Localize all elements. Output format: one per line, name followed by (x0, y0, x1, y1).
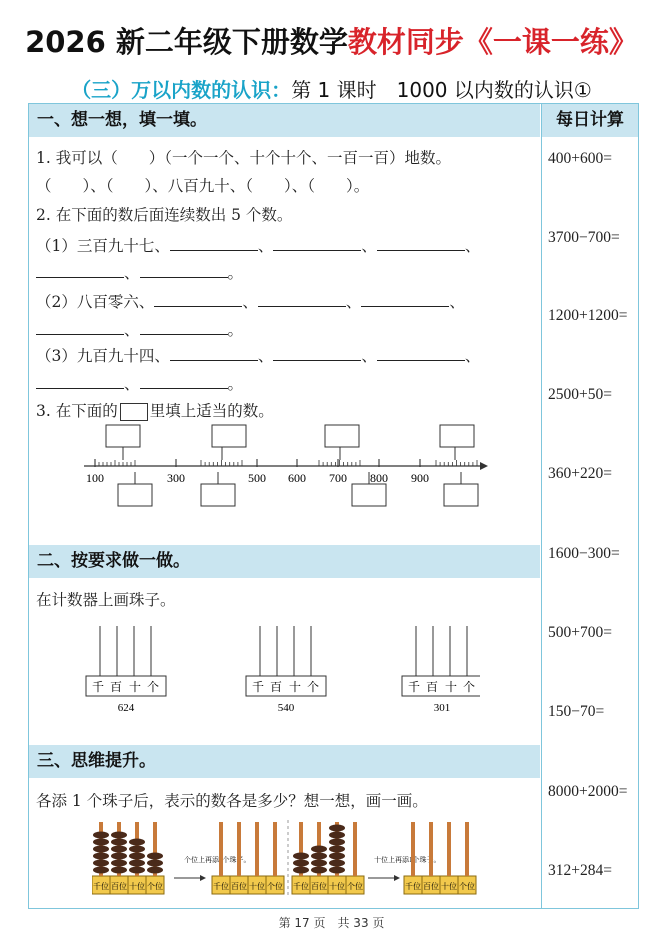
tick-label: 100 (86, 471, 104, 485)
abacus-number: 624 (117, 702, 135, 714)
answer-box[interactable] (118, 484, 152, 506)
title-highlight: 教材同步《一课一练》 (347, 25, 638, 59)
place-label: 十位 (249, 882, 265, 891)
answer-blank[interactable] (377, 346, 465, 361)
abacus-2[interactable] (246, 626, 326, 714)
tick-label: 800 (370, 471, 388, 485)
place-label: 百 (425, 680, 439, 694)
section-2-header: 二、按要求做一做。 (29, 545, 540, 578)
place-label: 十 (288, 680, 302, 694)
q3-pre: 3. 在下面的 (36, 402, 118, 420)
place-label: 百位 (311, 882, 327, 891)
daily-calc-item: 150−70= (548, 703, 605, 720)
answer-blank[interactable] (36, 320, 124, 335)
place-label: 百位 (231, 882, 247, 891)
q2-item-3-cont: 、 。 (36, 372, 243, 394)
q2-item-3-label: （3）九百九十四、 (36, 347, 170, 365)
lesson-subtitle (0, 74, 663, 103)
unit-label: （三）万以内数的认识： (71, 78, 292, 102)
tick-label: 700 (329, 471, 347, 485)
abacus-3[interactable] (402, 626, 480, 714)
title-main: 2026 新二年级下册数学 (25, 25, 348, 59)
answer-box-sample (120, 403, 148, 421)
answer-blank[interactable] (170, 346, 258, 361)
place-label: 千位 (405, 882, 421, 891)
answer-blank[interactable] (377, 236, 465, 251)
place-label: 千 (251, 680, 265, 694)
answer-blank[interactable] (273, 346, 361, 361)
place-label: 十 (444, 680, 458, 694)
place-label: 千位 (93, 882, 109, 891)
column-divider (541, 103, 542, 909)
section-2-instruction: 在计数器上画珠子。 (36, 591, 176, 609)
tick-label: 600 (288, 471, 306, 485)
q2-item-1: （1）三百九十七、 、 、 、 (36, 237, 481, 255)
section-3-header: 三、思维提升。 (29, 745, 540, 778)
q2-item-2-label: （2）八百零六、 (36, 293, 155, 311)
place-label: 百位 (111, 882, 127, 891)
place-label: 个位 (267, 882, 283, 891)
answer-blank[interactable] (361, 292, 449, 307)
daily-calc-item: 1200+1200= (548, 307, 628, 324)
place-label: 千位 (293, 882, 309, 891)
place-label: 个位 (347, 882, 363, 891)
daily-calc-item: 360+220= (548, 465, 612, 482)
q2-item-1-label: （1）三百九十七、 (36, 237, 170, 255)
abacus-1[interactable] (86, 626, 166, 714)
question-1-line-1: 1. 我可以（ ）（一个一个、十个十个、一百一百）地数。 (36, 149, 451, 167)
abacus-number: 301 (433, 702, 451, 714)
answer-box[interactable] (352, 484, 386, 506)
answer-box[interactable] (440, 425, 474, 447)
answer-box[interactable] (106, 425, 140, 447)
answer-blank[interactable] (273, 236, 361, 251)
place-label: 十 (128, 680, 142, 694)
place-label: 十位 (129, 882, 145, 891)
daily-calc-item: 500+700= (548, 624, 612, 641)
q2-item-2: （2）八百零六、 、 、 、 (36, 293, 465, 311)
abacus-number: 540 (277, 702, 295, 714)
section-3-instruction: 各添 1 个珠子后，表示的数各是多少？想一想，画一画。 (36, 792, 428, 810)
tick-label: 500 (248, 471, 266, 485)
arrow-head (394, 875, 400, 881)
answer-box[interactable] (212, 425, 246, 447)
tick-label: 300 (167, 471, 185, 485)
answer-box[interactable] (444, 484, 478, 506)
place-label: 十位 (441, 882, 457, 891)
hint-1: 个位上再添1个珠子。 (184, 856, 251, 864)
page-title (0, 20, 663, 61)
daily-calc-item: 1600−300= (548, 545, 620, 562)
page-footer: 第 17 页 共 33 页 (278, 916, 385, 930)
place-label: 个位 (459, 882, 475, 891)
q3-post: 里填上适当的数。 (149, 402, 274, 420)
abacus-a (92, 822, 164, 894)
answer-blank[interactable] (258, 292, 346, 307)
q2-item-1-cont: 、 。 (36, 261, 243, 283)
daily-calc-item: 2500+50= (548, 386, 612, 403)
lesson-label: 第 1 课时 1000 以内数的认识① (291, 78, 592, 102)
place-label: 百 (109, 680, 123, 694)
answer-box[interactable] (201, 484, 235, 506)
number-line (70, 420, 500, 520)
place-label: 百 (269, 680, 283, 694)
answer-blank[interactable] (140, 374, 228, 389)
question-1-line-2: （ ）、（ ）、八百九十、（ ）、（ ）。 (36, 177, 370, 195)
answer-blank[interactable] (154, 292, 242, 307)
place-label: 千位 (213, 882, 229, 891)
place-label: 十位 (329, 882, 345, 891)
tick-label: 900 (411, 471, 429, 485)
place-label: 百位 (423, 882, 439, 891)
q2-item-2-cont: 、 。 (36, 318, 243, 340)
question-3-intro (36, 399, 274, 421)
daily-calc-item: 400+600= (548, 150, 612, 167)
abacus-group (80, 620, 480, 720)
q2-item-3: （3）九百九十四、 、 、 、 (36, 347, 481, 365)
arrow-head (200, 875, 206, 881)
answer-blank[interactable] (140, 320, 228, 335)
answer-blank[interactable] (36, 263, 124, 278)
daily-calc-item: 8000+2000= (548, 783, 628, 800)
place-label: 个 (146, 680, 160, 694)
place-label: 个位 (147, 882, 163, 891)
abacus-c (292, 822, 364, 894)
question-2-intro: 2. 在下面的数后面连续数出 5 个数。 (36, 206, 293, 224)
place-label: 个 (462, 680, 476, 694)
place-label: 千 (407, 680, 421, 694)
daily-calc-item: 312+284= (548, 862, 612, 879)
answer-box[interactable] (325, 425, 359, 447)
axis-arrow (480, 462, 488, 470)
bead-abacus-diagram (92, 818, 482, 902)
answer-blank[interactable] (140, 263, 228, 278)
answer-blank[interactable] (170, 236, 258, 251)
hint-2: 十位上再添1个珠子。 (374, 856, 441, 864)
daily-calc-item: 3700−700= (548, 229, 620, 246)
answer-blank[interactable] (36, 374, 124, 389)
daily-calc-header: 每日计算 (542, 104, 638, 137)
place-label: 千 (91, 680, 105, 694)
section-1-header: 一、想一想，填一填。 (29, 104, 540, 137)
place-label: 个 (306, 680, 320, 694)
